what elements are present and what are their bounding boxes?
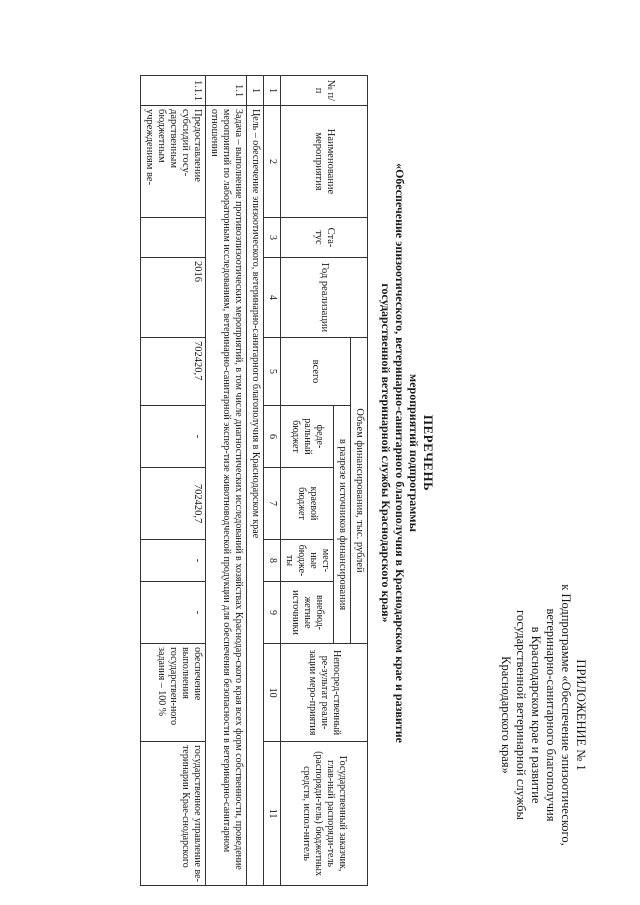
header-year: Год реализации xyxy=(281,257,368,337)
heading-title: ПЕРЕЧЕНЬ xyxy=(421,414,436,491)
task-text: Задача – выполнение противоэпизоотических мероприятий, в том числе диагностических исследований в хозяйствах Краснодар-ского края всех форм собственности, проведение мероприятий по лабораторным исследованиям, ветеринарно-санитарной экспер-тизе животноводческой продукции для обеспечения безопасности в ветеринарно-санитарном отношении xyxy=(206,105,247,885)
task-row xyxy=(206,75,247,885)
heading-name-line-2: государственной ветеринарной службы Краснодарского края» xyxy=(379,282,393,623)
row-federal: - xyxy=(141,405,206,467)
appendix-line: Краснодарского края» xyxy=(499,655,513,774)
heading-name-line-1: «Обеспечение эпизоотического, ветеринарно-санитарного благополучия в Краснодарском крае и развитие xyxy=(393,162,407,743)
header-federal: феде-ральный бюджет xyxy=(281,405,334,467)
appendix-block xyxy=(498,565,588,865)
row-customer: государственное управление ве-теринарии Крае-снодарского xyxy=(141,741,206,885)
heading-subtitle: мероприятий подпрограммы xyxy=(407,373,421,532)
appendix-line: ветеринарно-санитарного благополучия xyxy=(544,608,558,821)
header-customer: Государственный заказчик, глав-ный распоряди-тель (распоряди-тель) бюджетных средств, испол-нитель xyxy=(281,741,368,885)
header-regional: краевой бюджет xyxy=(281,467,334,539)
appendix-line: в Краснодарском крае и развитие xyxy=(529,626,543,803)
row-status xyxy=(141,217,206,257)
column-number: 3 xyxy=(264,217,281,257)
header-local: мест-ные бюдже-ты xyxy=(281,539,334,581)
goal-num: 1 xyxy=(247,75,264,105)
row-regional: 702420,7 xyxy=(141,467,206,539)
column-number: 5 xyxy=(264,337,281,405)
column-number: 11 xyxy=(264,741,281,885)
column-number: 7 xyxy=(264,467,281,539)
header-num: № п/п xyxy=(281,75,368,105)
appendix-line: к Подпрограмме «Обеспечение эпизоотического, xyxy=(559,583,573,846)
header-result: Непосред-ственный ре-зультат реали-зации меро-приятия xyxy=(281,643,368,741)
measures-table xyxy=(140,75,368,886)
row-name: Предоставление субсидий госу-дарственным бюджетным учреждениям ве- xyxy=(141,105,206,217)
document-page xyxy=(40,23,600,883)
column-number: 9 xyxy=(264,581,281,643)
header-by-source: в разрезе источников финансирования xyxy=(334,405,351,643)
goal-text: Цель – обеспечение эпизоотического, ветеринарно-санитарного благополучия в Краснодарском крае xyxy=(247,105,264,885)
column-number: 2 xyxy=(264,105,281,217)
header-status: Ста-тус xyxy=(281,217,368,257)
row-num: 1.1.1 xyxy=(141,75,206,105)
row-year: 2016 xyxy=(141,257,206,337)
row-offbudget: - xyxy=(141,581,206,643)
column-number: 10 xyxy=(264,643,281,741)
appendix-line: государственной ветеринарной службы xyxy=(514,609,528,820)
task-num: 1.1 xyxy=(206,75,247,105)
document-heading xyxy=(379,63,435,843)
column-number-row xyxy=(264,75,281,885)
header-name: Наименование мероприятия xyxy=(281,105,368,217)
row-local: - xyxy=(141,539,206,581)
header-volume: Объем финансирования, тыс. рублей xyxy=(351,337,368,643)
column-number: 8 xyxy=(264,539,281,581)
table-row xyxy=(141,75,206,885)
row-total: 702420,7 xyxy=(141,337,206,405)
appendix-line: ПРИЛОЖЕНИЕ № 1 xyxy=(574,658,588,771)
row-result: обеспечение выполнения государствен-ного задания – 100 % xyxy=(141,643,206,741)
header-offbudget: внебюд-жетные источники xyxy=(281,581,334,643)
column-number: 1 xyxy=(264,75,281,105)
goal-row xyxy=(247,75,264,885)
column-number: 4 xyxy=(264,257,281,337)
column-number: 6 xyxy=(264,405,281,467)
header-total: всего xyxy=(281,337,351,405)
